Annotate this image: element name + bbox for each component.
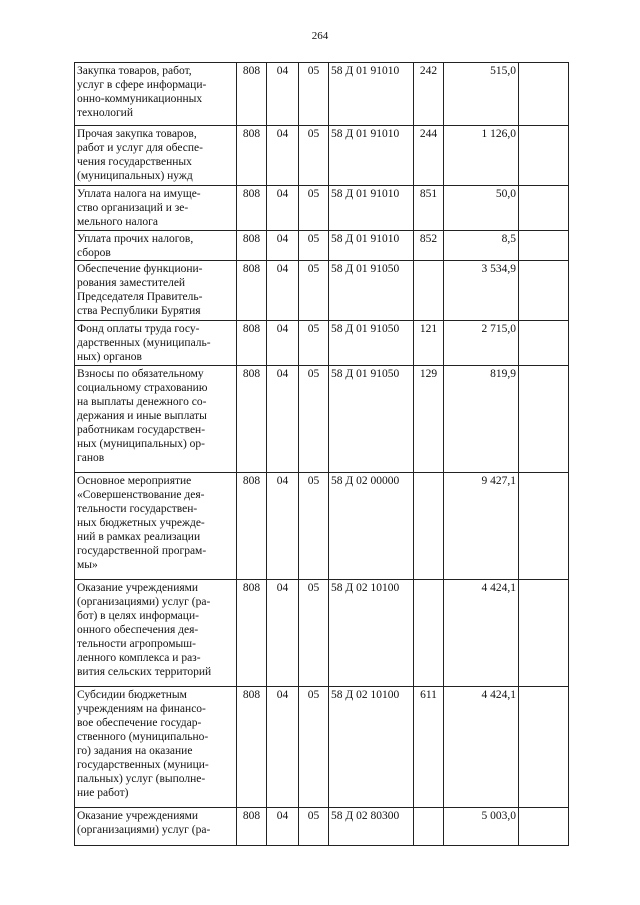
- section-code: 04: [267, 186, 299, 231]
- amount: 50,0: [444, 186, 519, 231]
- ministry-code: 808: [237, 473, 267, 580]
- expense-name: Фонд оплаты труда госу- дарственных (муниципаль- ных) органов: [75, 321, 237, 366]
- expense-type-code: 611: [414, 687, 444, 808]
- ministry-code: 808: [237, 580, 267, 687]
- amount: 4 424,1: [444, 580, 519, 687]
- expense-type-code: [414, 473, 444, 580]
- table-row: [75, 321, 569, 366]
- table-row: [75, 231, 569, 261]
- table-row: [75, 687, 569, 808]
- ministry-code: 808: [237, 261, 267, 321]
- subsection-code: 05: [299, 808, 329, 846]
- empty-cell: [519, 580, 569, 687]
- ministry-code: 808: [237, 231, 267, 261]
- expense-name: Основное мероприятие «Совершенствование дея- тельности государствен- ных бюджетных учрежде- ний в рамках реализации государственной програм- мы»: [75, 473, 237, 580]
- amount: 819,9: [444, 366, 519, 473]
- table-row: [75, 366, 569, 473]
- target-article-code: 58 Д 01 91050: [329, 261, 414, 321]
- amount: 2 715,0: [444, 321, 519, 366]
- expense-type-code: 129: [414, 366, 444, 473]
- ministry-code: 808: [237, 186, 267, 231]
- expense-type-code: 852: [414, 231, 444, 261]
- empty-cell: [519, 63, 569, 126]
- expense-type-code: 851: [414, 186, 444, 231]
- table-row: [75, 580, 569, 687]
- expense-name: Уплата налога на имуще- ство организаций и зе- мельного налога: [75, 186, 237, 231]
- target-article-code: 58 Д 01 91010: [329, 126, 414, 186]
- section-code: 04: [267, 231, 299, 261]
- section-code: 04: [267, 473, 299, 580]
- expense-name: Оказание учреждениями (организациями) услуг (ра- бот) в целях информаци- онного обеспечения дея- тельности агропромыш- ленного комплекса и раз- вития сельских территорий: [75, 580, 237, 687]
- target-article-code: 58 Д 01 91050: [329, 321, 414, 366]
- amount: 9 427,1: [444, 473, 519, 580]
- expense-type-code: [414, 580, 444, 687]
- table-row: [75, 186, 569, 231]
- page-number: 264: [311, 30, 329, 42]
- ministry-code: 808: [237, 126, 267, 186]
- target-article-code: 58 Д 01 91010: [329, 231, 414, 261]
- section-code: 04: [267, 687, 299, 808]
- subsection-code: 05: [299, 186, 329, 231]
- target-article-code: 58 Д 01 91050: [329, 366, 414, 473]
- ministry-code: 808: [237, 366, 267, 473]
- empty-cell: [519, 261, 569, 321]
- table-row: [75, 808, 569, 846]
- amount: 3 534,9: [444, 261, 519, 321]
- section-code: 04: [267, 580, 299, 687]
- section-code: 04: [267, 63, 299, 126]
- expense-name: Оказание учреждениями (организациями) услуг (ра-: [75, 808, 237, 846]
- table-row: [75, 126, 569, 186]
- target-article-code: 58 Д 02 10100: [329, 580, 414, 687]
- section-code: 04: [267, 808, 299, 846]
- subsection-code: 05: [299, 321, 329, 366]
- expense-type-code: 242: [414, 63, 444, 126]
- subsection-code: 05: [299, 687, 329, 808]
- target-article-code: 58 Д 02 00000: [329, 473, 414, 580]
- expense-name: Субсидии бюджетным учреждениям на финансо- вое обеспечение государ- ственного (муниципально- го) задания на оказание государственных (муници- пальных) услуг (выполне- ние работ): [75, 687, 237, 808]
- target-article-code: 58 Д 02 10100: [329, 687, 414, 808]
- ministry-code: 808: [237, 687, 267, 808]
- empty-cell: [519, 473, 569, 580]
- subsection-code: 05: [299, 473, 329, 580]
- amount: 515,0: [444, 63, 519, 126]
- amount: 4 424,1: [444, 687, 519, 808]
- expense-name: Взносы по обязательному социальному страхованию на выплаты денежного со- держания и иные выплаты работникам государствен- ных (муниципальных) ор- ганов: [75, 366, 237, 473]
- empty-cell: [519, 687, 569, 808]
- expense-type-code: [414, 808, 444, 846]
- subsection-code: 05: [299, 63, 329, 126]
- expense-type-code: 244: [414, 126, 444, 186]
- ministry-code: 808: [237, 63, 267, 126]
- subsection-code: 05: [299, 366, 329, 473]
- table-row: [75, 473, 569, 580]
- empty-cell: [519, 366, 569, 473]
- empty-cell: [519, 126, 569, 186]
- expense-name: Закупка товаров, работ, услуг в сфере информаци- онно-коммуникационных технологий: [75, 63, 237, 126]
- empty-cell: [519, 231, 569, 261]
- empty-cell: [519, 321, 569, 366]
- subsection-code: 05: [299, 580, 329, 687]
- expense-name: Прочая закупка товаров, работ и услуг для обеспе- чения государственных (муниципальных) нужд: [75, 126, 237, 186]
- amount: 1 126,0: [444, 126, 519, 186]
- empty-cell: [519, 186, 569, 231]
- ministry-code: 808: [237, 808, 267, 846]
- empty-cell: [519, 808, 569, 846]
- expense-name: Обеспечение функциони- рования заместителей Председателя Правитель- ства Республики Бурятия: [75, 261, 237, 321]
- table-row: [75, 261, 569, 321]
- section-code: 04: [267, 126, 299, 186]
- expense-type-code: [414, 261, 444, 321]
- expense-name: Уплата прочих налогов, сборов: [75, 231, 237, 261]
- target-article-code: 58 Д 02 80300: [329, 808, 414, 846]
- section-code: 04: [267, 366, 299, 473]
- subsection-code: 05: [299, 231, 329, 261]
- ministry-code: 808: [237, 321, 267, 366]
- budget-table-body: [75, 63, 569, 846]
- section-code: 04: [267, 261, 299, 321]
- budget-table: [74, 62, 569, 846]
- section-code: 04: [267, 321, 299, 366]
- amount: 8,5: [444, 231, 519, 261]
- expense-type-code: 121: [414, 321, 444, 366]
- table-row: [75, 63, 569, 126]
- subsection-code: 05: [299, 261, 329, 321]
- amount: 5 003,0: [444, 808, 519, 846]
- target-article-code: 58 Д 01 91010: [329, 186, 414, 231]
- subsection-code: 05: [299, 126, 329, 186]
- target-article-code: 58 Д 01 91010: [329, 63, 414, 126]
